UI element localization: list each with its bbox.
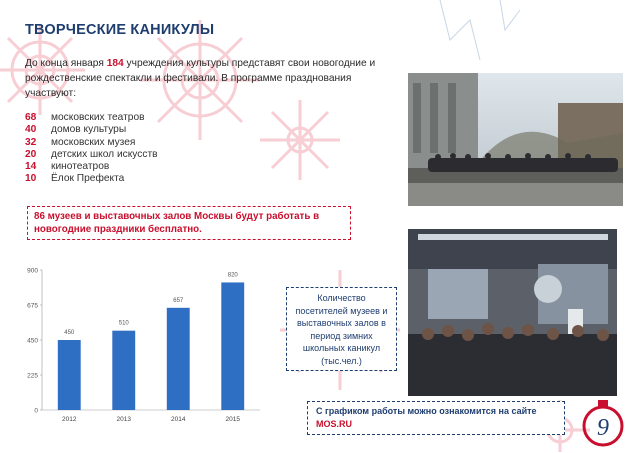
y-tick-label: 450 [27,337,38,345]
schedule-note-box [307,401,565,435]
y-tick-label: 225 [27,372,38,380]
visitors-note-box [286,287,397,371]
x-tick-label: 2012 [62,416,77,423]
stat-label: кинотеатров [51,161,110,173]
museum-note-box [27,206,351,240]
schedule-text: С графиком работы можно ознакомится на сайте [316,406,537,416]
site-link[interactable]: MOS.RU [316,419,352,429]
stat-label: домов культуры [51,124,127,136]
bar-value-label: 657 [173,297,184,304]
visitors-note-text: Количество посетителей музеев и выставочных залов в период зимних школьных каникул (тыс.чел.) [295,293,388,366]
bar [221,282,244,410]
stat-label: детских школ искусств [51,148,158,160]
bar-value-label: 510 [118,320,129,327]
y-tick-label: 900 [27,267,38,275]
ornament-icon [578,398,628,448]
stat-number: 32 [25,136,37,148]
stat-number: 10 [25,173,37,185]
museum-note-text: 86 музеев и выставочных залов Москвы будут работать в новогодние праздники бесплатно. [34,211,320,235]
y-tick-label: 675 [27,302,38,310]
page-title: ТВОРЧЕСКИЕ КАНИКУЛЫ [25,22,215,38]
bar [58,340,81,410]
stat-number: 40 [25,124,37,136]
intro-text-before: До конца января [25,58,107,69]
stat-row [25,161,158,173]
x-tick-label: 2015 [225,416,240,423]
stat-row [25,137,158,149]
stat-number: 14 [25,161,37,173]
stat-label: московских театров [51,112,145,123]
bar [167,308,190,410]
y-tick-label: 0 [34,407,38,415]
intro-number: 184 [106,58,124,69]
intro-paragraph [25,56,395,101]
x-tick-label: 2013 [116,416,131,423]
stat-row [25,112,158,124]
stat-row [25,149,158,161]
bar [112,331,135,410]
stat-number: 20 [25,148,37,160]
stats-list [25,112,158,186]
page-number-badge [578,398,628,448]
visitors-bar-chart [20,262,270,432]
bar-value-label: 450 [64,330,75,336]
stat-label: Ёлок Префекта [51,173,125,185]
stat-row [25,124,158,136]
stat-label: московских музея [51,136,136,148]
stat-number: 68 [25,112,37,123]
page-number: 9 [597,415,609,441]
museum-crowd-photo [408,229,617,396]
bar-value-label: 820 [227,272,238,279]
x-tick-label: 2014 [171,416,186,423]
crowd-queue-photo [408,73,623,206]
intro-text-after: учреждения культуры представят свои новогодние и рождественские спектакли и фестивали. В программе празднования участвуют: [25,58,376,99]
stat-row [25,173,158,185]
